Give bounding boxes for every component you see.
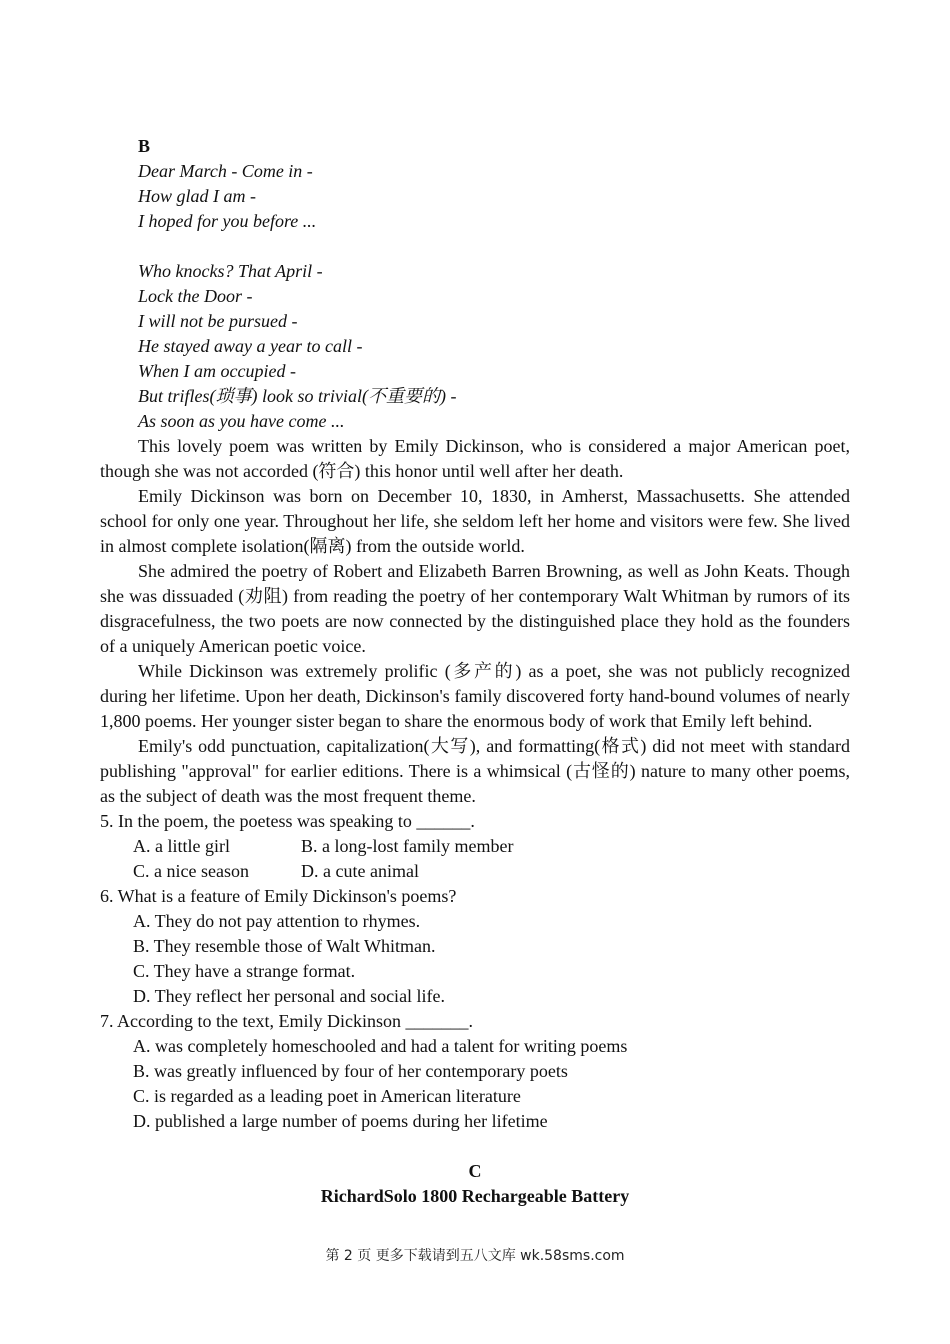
- option-c: C. They have a strange format.: [133, 961, 356, 981]
- option-a: A. was completely homeschooled and had a talent for writing poems: [133, 1036, 628, 1056]
- paragraph: Emily's odd punctuation, capitalization(大写), and formatting(格式) did not meet with standard publishing "approval" for earlier editions. There is a whimsical (古怪的) nature to many other poems, as the subject of death was the most frequent theme.: [100, 736, 850, 806]
- paragraph: She admired the poetry of Robert and Elizabeth Barren Browning, as well as John Keats. Though she was dissuaded (劝阻) from reading the poetry of her contemporary Walt Whitman by rumors of its disgracefulness, the two poets are now connected by the distinguished place they hold as the founders of a uniquely American poetic voice.: [100, 561, 850, 656]
- section-b-label: B: [138, 136, 151, 156]
- document-page: [100, 134, 850, 1209]
- poem: [100, 159, 850, 434]
- option-b: B. a long-lost family member: [301, 836, 514, 856]
- poem-line: How glad I am -: [138, 186, 256, 206]
- question-7: [100, 1009, 850, 1134]
- option-d: D. a cute animal: [301, 861, 419, 881]
- question-stem: 7. According to the text, Emily Dickinson _______.: [100, 1011, 473, 1031]
- section-c-label: C: [468, 1161, 482, 1181]
- question-stem: 6. What is a feature of Emily Dickinson's poems?: [100, 886, 457, 906]
- poem-line: When I am occupied -: [138, 361, 296, 381]
- poem-line: Dear March - Come in -: [138, 161, 313, 181]
- option-a: A. a little girl: [133, 836, 230, 856]
- poem-line: But trifles(琐事) look so trivial(不重要的) -: [138, 386, 457, 406]
- paragraph: While Dickinson was extremely prolific (多产的) as a poet, she was not publicly recognized during her lifetime. Upon her death, Dickinson's family discovered forty hand-bound volumes of nearly 1,800 poems. Her younger sister began to share the enormous body of work that Emily left behind.: [100, 661, 850, 731]
- page-footer: 第 2 页 更多下载请到五八文库 wk.58sms.com: [325, 1248, 625, 1264]
- poem-line: Who knocks? That April -: [138, 261, 323, 281]
- question-6: [100, 884, 850, 1009]
- question-stem: 5. In the poem, the poetess was speaking to ______.: [100, 811, 475, 831]
- poem-line: Lock the Door -: [138, 286, 253, 306]
- option-d: D. published a large number of poems during her lifetime: [133, 1111, 548, 1131]
- question-5: [100, 809, 850, 884]
- poem-line: He stayed away a year to call -: [138, 336, 363, 356]
- option-b: B. was greatly influenced by four of her contemporary poets: [133, 1061, 568, 1081]
- poem-line: As soon as you have come ...: [138, 411, 345, 431]
- poem-line: I will not be pursued -: [138, 311, 298, 331]
- option-c: C. is regarded as a leading poet in American literature: [133, 1086, 521, 1106]
- option-a: A. They do not pay attention to rhymes.: [133, 911, 421, 931]
- option-b: B. They resemble those of Walt Whitman.: [133, 936, 436, 956]
- section-c-title: RichardSolo 1800 Rechargeable Battery: [320, 1186, 630, 1206]
- option-d: D. They reflect her personal and social life.: [133, 986, 446, 1006]
- option-c: C. a nice season: [133, 861, 249, 881]
- paragraph: This lovely poem was written by Emily Dickinson, who is considered a major American poet, though she was not accorded (符合) this honor until well after her death.: [100, 436, 850, 481]
- poem-line: I hoped for you before ...: [138, 211, 317, 231]
- paragraph: Emily Dickinson was born on December 10, 1830, in Amherst, Massachusetts. She attended school for only one year. Throughout her life, she seldom left her home and visitors were few. She lived in almost complete isolation(隔离) from the outside world.: [100, 486, 850, 556]
